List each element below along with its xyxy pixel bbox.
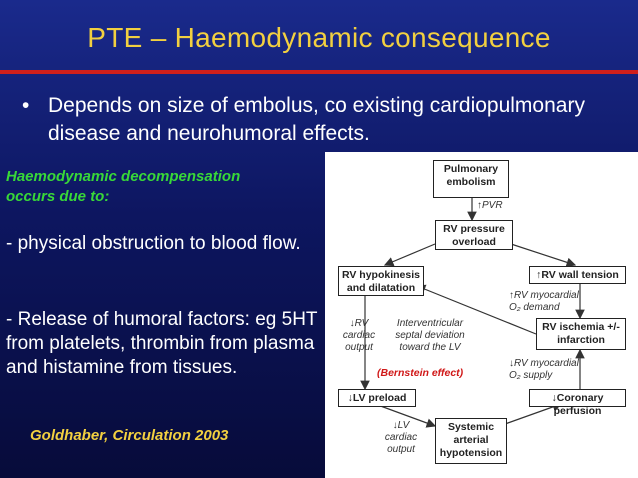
label-text: ↓RV myocardial bbox=[509, 358, 579, 369]
label-text: septal deviation bbox=[395, 330, 465, 341]
label-text: toward the LV bbox=[399, 342, 461, 353]
label-text: ↓LV bbox=[392, 420, 410, 431]
label-text: ↓RV bbox=[349, 318, 369, 329]
label-o2-supply bbox=[509, 358, 589, 382]
node-text: arterial bbox=[453, 434, 489, 446]
label-rv-cardiac-output bbox=[339, 318, 379, 354]
label-lv-cardiac-output bbox=[381, 420, 421, 456]
label-text: ↑RV myocardial bbox=[509, 290, 579, 301]
node-text: RV hypokinesis bbox=[341, 269, 420, 281]
node-rv-wall-tension: ↑RV wall tension bbox=[529, 266, 626, 284]
slide-title: PTE – Haemodynamic consequence bbox=[87, 22, 551, 53]
label-septal-deviation bbox=[387, 318, 473, 354]
label-text: cardiac bbox=[384, 432, 418, 443]
point-humoral-factors: - Release of humoral factors: eg 5HT from platelets, thrombin from plasma and histamine from tissues. bbox=[6, 309, 318, 378]
node-text: and dilatation bbox=[346, 282, 416, 294]
bullet-icon: • bbox=[22, 94, 30, 117]
node-text: RV ischemia +/- bbox=[542, 321, 620, 333]
label-text: O₂ supply bbox=[509, 370, 553, 381]
node-text: embolism bbox=[446, 176, 496, 188]
label-bernstein-effect: (Bernstein effect) bbox=[377, 367, 464, 379]
node-systemic-hypotension bbox=[435, 418, 507, 464]
label-o2-demand bbox=[509, 290, 589, 314]
label-pvr: ↑PVR bbox=[477, 200, 503, 211]
citation: Goldhaber, Circulation 2003 bbox=[30, 427, 229, 444]
node-rv-pressure-overload bbox=[435, 220, 513, 250]
node-text: overload bbox=[452, 236, 496, 248]
heading-line-2: occurs due to: bbox=[6, 188, 110, 205]
node-rv-ischemia bbox=[536, 318, 626, 350]
label-text: cardiac bbox=[342, 330, 376, 341]
node-text: Pulmonary bbox=[443, 163, 499, 175]
label-text: output bbox=[345, 342, 373, 353]
node-lv-preload: ↓LV preload bbox=[338, 389, 416, 407]
title-divider bbox=[0, 70, 638, 74]
node-text: hypotension bbox=[439, 447, 503, 459]
node-text: infarction bbox=[557, 334, 605, 346]
node-text: RV pressure bbox=[443, 223, 505, 235]
label-text: O₂ demand bbox=[509, 302, 560, 313]
label-text: output bbox=[387, 444, 415, 455]
node-pulmonary-embolism bbox=[433, 160, 509, 198]
node-text: Systemic bbox=[447, 421, 495, 433]
pathophysiology-diagram bbox=[325, 152, 638, 478]
decompensation-heading bbox=[6, 167, 306, 207]
label-text: Interventricular bbox=[396, 318, 464, 329]
heading-line-1: Haemodynamic decompensation bbox=[6, 168, 241, 185]
node-rv-hypokinesis bbox=[338, 266, 424, 296]
point-obstruction: - physical obstruction to blood flow. bbox=[6, 233, 301, 254]
bullet-text: Depends on size of embolus, co existing cardiopulmonary disease and neurohumoral effects. bbox=[48, 94, 585, 145]
node-coronary-perfusion: ↓Coronary perfusion bbox=[529, 389, 626, 407]
